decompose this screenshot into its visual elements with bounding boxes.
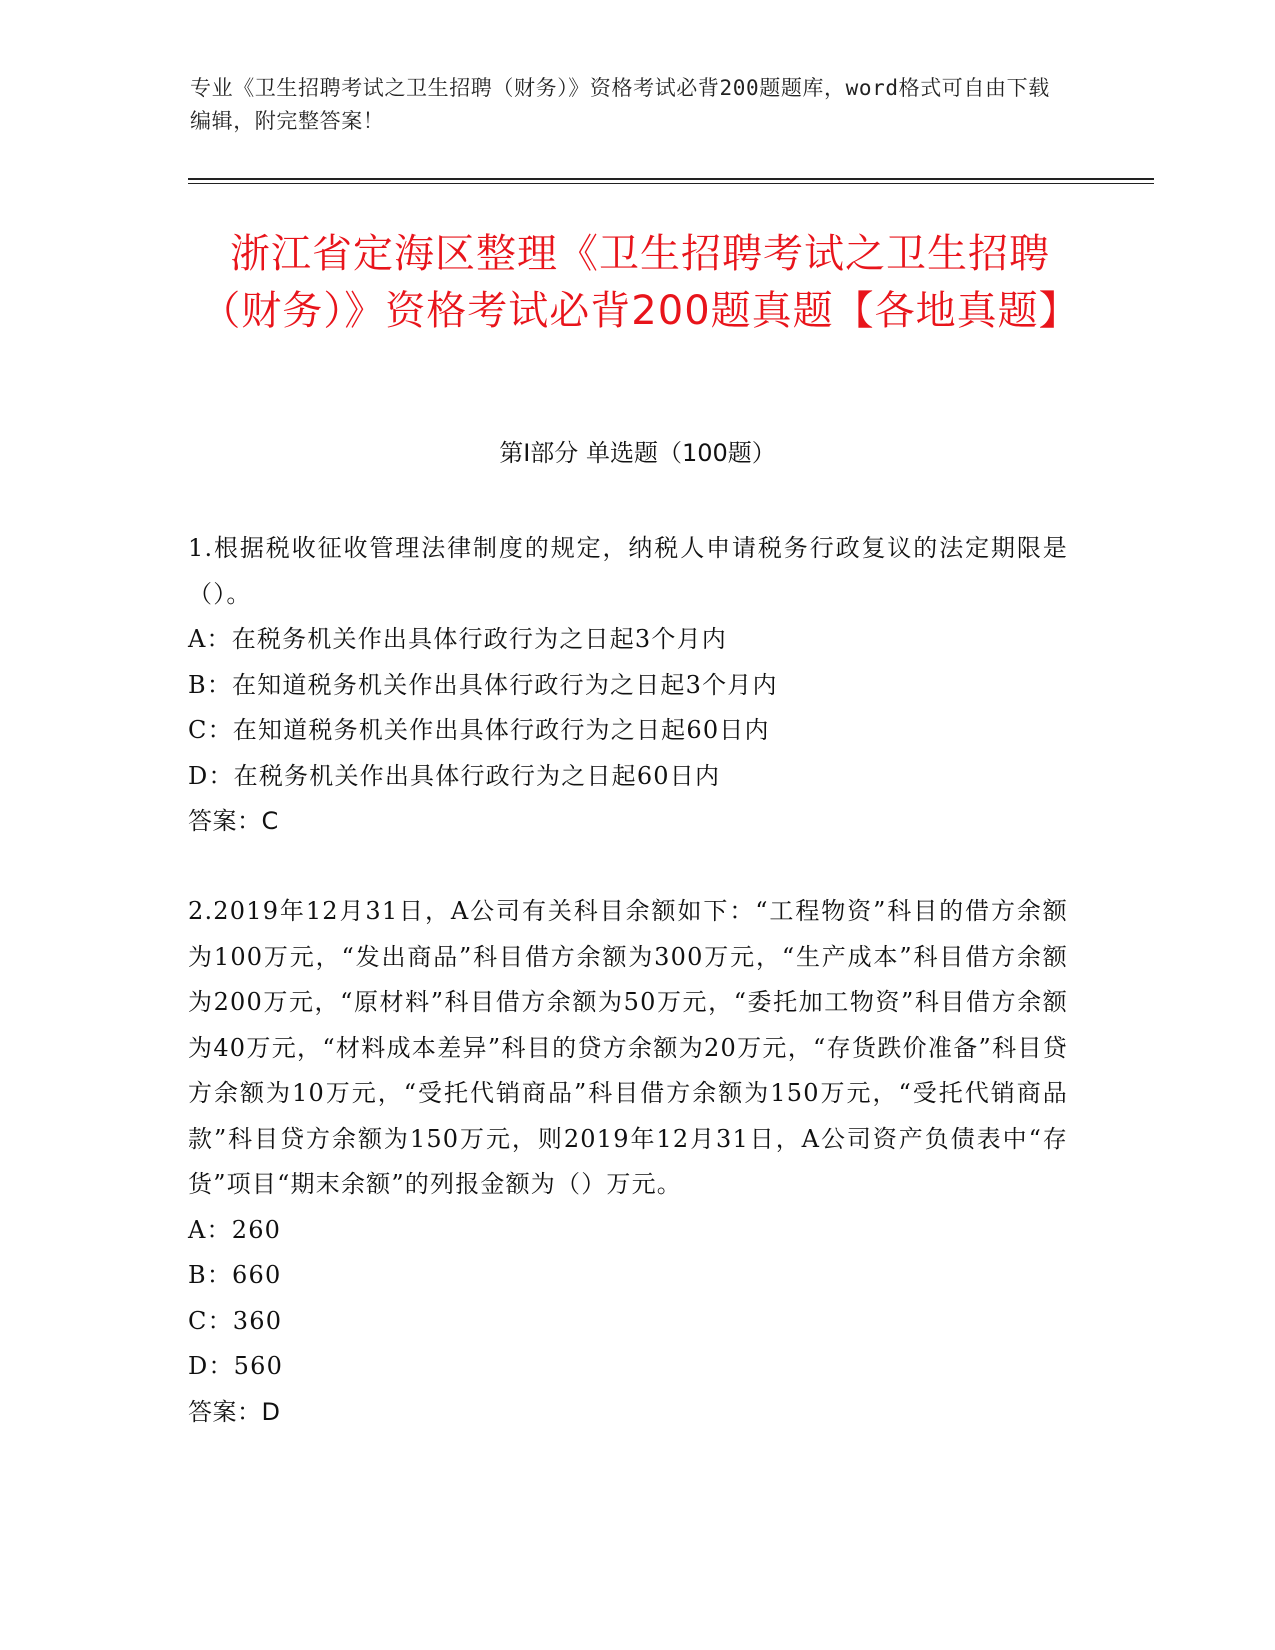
document-title: 浙江省定海区整理《卫生招聘考试之卫生招聘（财务）》资格考试必背200题真题【各地真题】 (200, 231, 1080, 334)
option-a: A：260 (188, 1215, 282, 1244)
question-stem: 2.2019年12月31日，A公司有关科目余额如下：“工程物资”科目的借方余额为100万元，“发出商品”科目借方余额为300万元，“生产成本”科目借方余额为200万元，“原材料”科目借方余额为50万元，“委托加工物资”科目借方余额为40万元，“材料成本差异”科目的贷方余额为20万元，“存货跌价准备”科目贷方余额为10万元，“受托代销商品”科目借方余额为150万元，“受托代销商品款”科目贷方余额为150万元，则2019年12月31日，A公司资产负债表中“存货”项目“期末余额”的列报金额为（）万元。 (188, 897, 1068, 1198)
question-stem: 1.根据税收征收管理法律制度的规定，纳税人申请税务行政复议的法定期限是（）。 (188, 534, 1068, 608)
answer-line: 答案：D (188, 1397, 281, 1426)
question-2 (188, 889, 1068, 1435)
option-d: D：在税务机关作出具体行政行为之日起60日内 (188, 761, 721, 790)
option-d: D：560 (188, 1352, 284, 1380)
option-b: B：在知道税务机关作出具体行政行为之日起3个月内 (188, 670, 778, 699)
answer-line: 答案：C (188, 807, 279, 835)
option-c: C：360 (188, 1306, 283, 1335)
section-heading: 第I部分 单选题（100题） (499, 439, 776, 467)
option-b: B：660 (188, 1261, 282, 1289)
header-note: 专业《卫生招聘考试之卫生招聘（财务）》资格考试必背200题题库，word格式可自由下载编辑，附完整答案！ (190, 76, 1050, 133)
header-divider-thick (188, 178, 1154, 180)
option-a: A：在税务机关作出具体行政行为之日起3个月内 (188, 625, 727, 653)
question-1 (188, 526, 1068, 845)
option-c: C：在知道税务机关作出具体行政行为之日起60日内 (188, 716, 770, 744)
header-divider-thin (188, 183, 1154, 184)
